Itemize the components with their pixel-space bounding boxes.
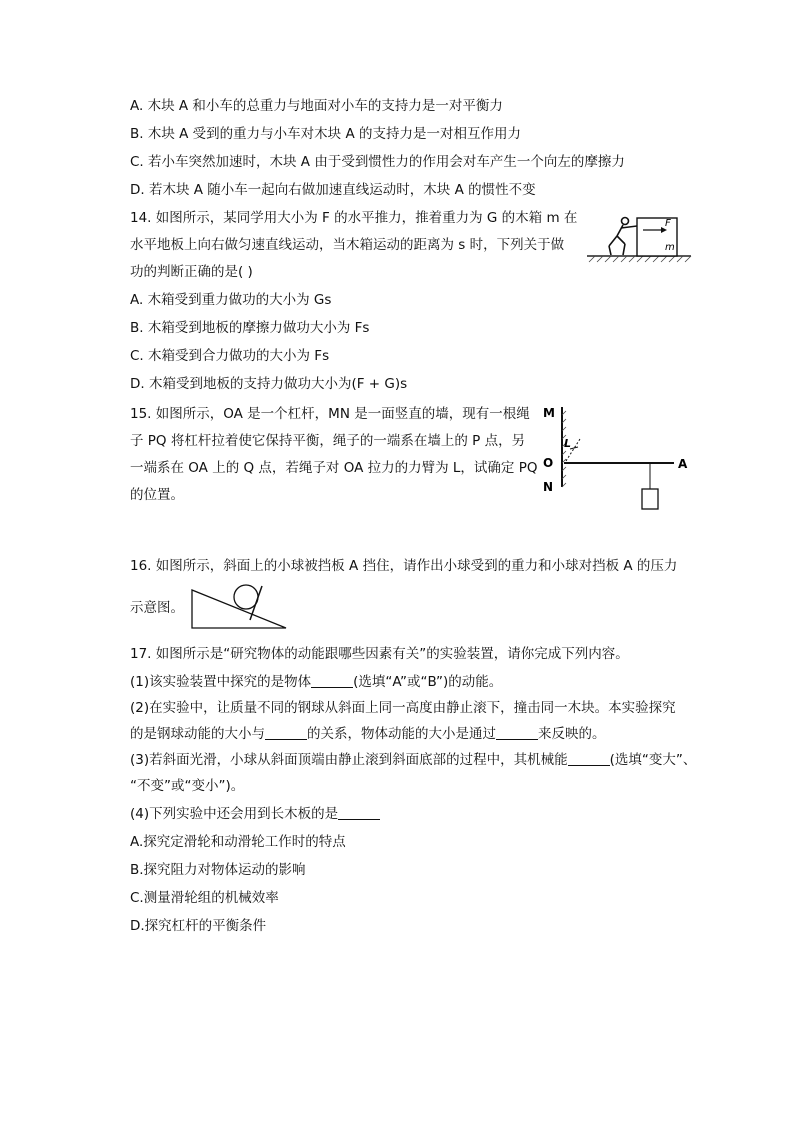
q17-part2-text-c: 来反映的。 <box>538 726 606 742</box>
label-O: O <box>543 456 554 470</box>
q16-figure <box>190 582 292 634</box>
q17-part1 <box>130 673 502 691</box>
q14-stem-line1: 14. 如图所示，某同学用大小为 F 的水平推力，推着重力为 G 的木箱 m 在 <box>130 210 578 226</box>
q16-stem-line2: 示意图。 <box>130 600 184 616</box>
q17-part2-text-a: 的是钢球动能的大小与 <box>130 726 265 742</box>
q17-part3-line1 <box>130 751 696 769</box>
q17-part4-text: (4)下列实验中还会用到长木板的是 <box>130 806 339 822</box>
q14-option-a: A. 木箱受到重力做功的大小为 Gs <box>130 292 332 308</box>
q17-part2-text-b: 的关系，物体动能的大小是通过 <box>307 726 496 742</box>
q17-part2-line2 <box>130 725 606 743</box>
q14-stem-line2: 水平地板上向右做匀速直线运动，当木箱运动的距离为 s 时，下列关于做 <box>130 237 565 253</box>
q13-option-b: B. 木块 A 受到的重力与小车对木块 A 的支持力是一对相互作用力 <box>130 126 521 142</box>
mass-label: m <box>665 242 675 253</box>
q17-blank-1[interactable] <box>311 673 353 688</box>
q17-option-d: D.探究杠杆的平衡条件 <box>130 918 267 934</box>
q17-stem: 17. 如图所示是“研究物体的动能跟哪些因素有关”的实验装置，请你完成下列内容。 <box>130 646 629 662</box>
label-N: N <box>543 480 554 494</box>
q13-option-d: D. 若木块 A 随小车一起向右做加速直线运动时，木块 A 的惯性不变 <box>130 182 536 198</box>
q13-option-a: A. 木块 A 和小车的总重力与地面对小车的支持力是一对平衡力 <box>130 98 503 114</box>
q17-blank-2[interactable] <box>265 725 307 740</box>
label-M: M <box>543 406 555 420</box>
q15-figure <box>540 405 700 513</box>
q17-part4 <box>130 805 380 823</box>
q14-option-b: B. 木箱受到地板的摩擦力做功大小为 Fs <box>130 320 370 336</box>
q14-option-c: C. 木箱受到合力做功的大小为 Fs <box>130 348 330 364</box>
q15-stem-line2: 子 PQ 将杠杆拉着使它保持平衡，绳子的一端系在墙上的 P 点，另 <box>130 433 526 449</box>
q16-stem-line1: 16. 如图所示，斜面上的小球被挡板 A 挡住，请作出小球受到的重力和小球对挡板 A 的压力 <box>130 558 678 574</box>
q17-part3-text-b: (选填“变大”、 <box>609 752 697 768</box>
q17-part2-line1: (2)在实验中，让质量不同的钢球从斜面上同一高度由静止滚下，撞击同一木块。本实验探究 <box>130 700 676 716</box>
q15-stem-line1: 15. 如图所示，OA 是一个杠杆，MN 是一面竖直的墙，现有一根绳 <box>130 406 530 422</box>
force-label: F <box>665 218 671 229</box>
q17-option-b: B.探究阻力对物体运动的影响 <box>130 862 306 878</box>
label-L: L <box>564 437 572 450</box>
q17-blank-3[interactable] <box>496 725 538 740</box>
q17-option-a: A.探究定滑轮和动滑轮工作时的特点 <box>130 834 346 850</box>
label-A: A <box>678 457 688 471</box>
q13-option-c: C. 若小车突然加速时，木块 A 由于受到惯性力的作用会对车产生一个向左的摩擦力 <box>130 154 625 170</box>
q14-option-d: D. 木箱受到地板的支持力做功大小为(F + G)s <box>130 376 408 392</box>
q15-stem-line4: 的位置。 <box>130 487 184 503</box>
q14-figure <box>585 212 695 264</box>
q17-blank-4[interactable] <box>568 751 610 766</box>
q17-blank-5[interactable] <box>338 805 380 820</box>
q17-part3-line2: “不变”或“变小”)。 <box>130 778 245 794</box>
q17-option-c: C.测量滑轮组的机械效率 <box>130 890 279 906</box>
q17-part1-text-b: (选填“A”或“B”)的动能。 <box>353 674 503 690</box>
q14-stem-line3: 功的判断正确的是( ) <box>130 264 253 280</box>
q15-stem-line3: 一端系在 OA 上的 Q 点，若绳子对 OA 拉力的力臂为 L，试确定 PQ <box>130 460 538 476</box>
q17-part1-text-a: (1)该实验装置中探究的是物体 <box>130 674 312 690</box>
weight-icon <box>642 489 658 509</box>
person-icon <box>609 218 637 256</box>
q17-part3-text-a: (3)若斜面光滑，小球从斜面顶端由静止滚到斜面底部的过程中，其机械能 <box>130 752 568 768</box>
